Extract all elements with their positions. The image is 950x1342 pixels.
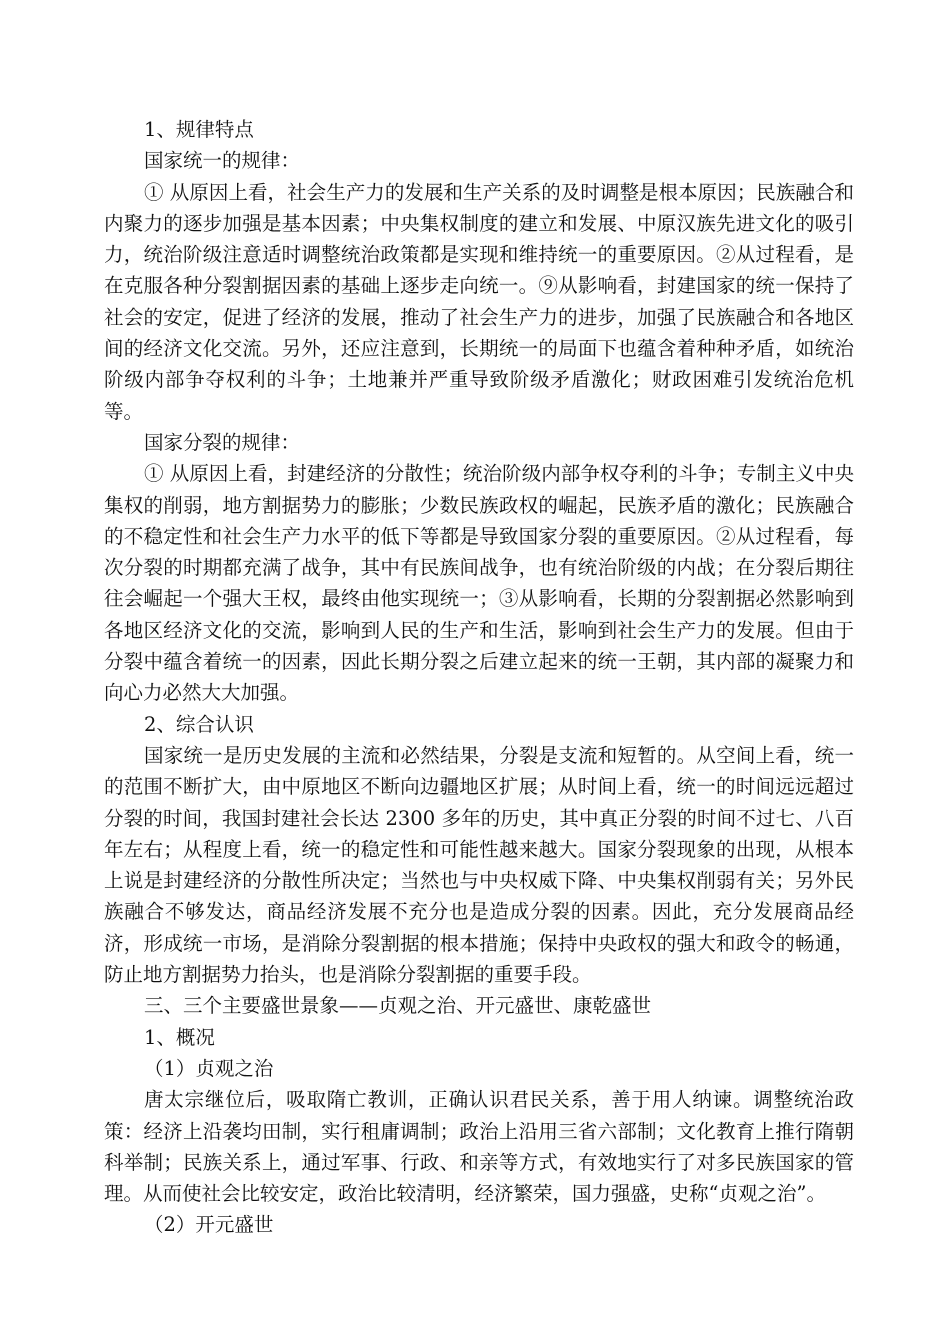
subheading-kaiyuan: （2）开元盛世 [144, 1213, 274, 1237]
subheading-zhenguan: （1）贞观之治 [144, 1056, 274, 1080]
paragraph-zhenguan: 唐太宗继位后，吸取隋亡教训，正确认识君民关系，善于用人纳谏。调整统治政策：经济上沿袭均田制，实行租庸调制；政治上沿用三省六部制；文化教育上推行隋朝科举制；民族关系上，通过军事、行政、和亲等方式，有效地实行了对多民族国家的管理。从而使社会比较安定，政治比较清明，经济繁荣，国力强盛，史称“贞观之治”。 [104, 1088, 854, 1206]
document-body [104, 114, 854, 1241]
paragraph-unification-pattern: ① 从原因上看，社会生产力的发展和生产关系的及时调整是根本原因；民族融合和内聚力的逐步加强是基本因素；中央集权制度的建立和发展、中原汉族先进文化的吸引力，统治阶级注意适时调整统治政策都是实现和维持统一的重要原因。②从过程看，是在克服各种分裂割据因素的基础上逐步走向统一。⑨从影响看，封建国家的统一保持了社会的安定，促进了经济的发展，推动了社会生产力的进步，加强了民族融合和各地区间的经济文化交流。另外，还应注意到，长期统一的局面下也蕴含着种种矛盾，如统治阶级内部争夺权利的斗争；土地兼并严重导致阶级矛盾激化；财政困难引发统治危机等。 [104, 180, 854, 423]
heading-overview: 1、概况 [144, 1025, 215, 1049]
heading-pattern-features: 1、规律特点 [144, 118, 254, 141]
paragraph-comprehensive-understanding: 国家统一是历史发展的主流和必然结果，分裂是支流和短暂的。从空间上看，统一的范围不断扩大，由中原地区不断向边疆地区扩展；从时间上看，统一的时间远远超过分裂的时间，我国封建社会长达 2300 多年的历史，其中真正分裂的时间不过七、八百年左右；从程度上看，统一的稳定性和可能性越来越大。国家分裂现象的出现，从根本上说是封建经济的分散性所决定；当然也与中央权威下降、中央集权削弱有关；另外民族融合不够发达，商品经济发展不充分也是造成分裂的因素。因此，充分发展商品经济，形成统一市场，是消除分裂割据的根本措施；保持中央政权的强大和政令的畅通，防止地方割据势力抬头，也是消除分裂割据的重要手段。 [104, 743, 854, 987]
section-heading-three-golden-ages: 三、三个主要盛世景象——贞观之治、开元盛世、康乾盛世 [144, 994, 652, 1018]
subheading-unification-pattern: 国家统一的规律： [144, 149, 301, 173]
paragraph-division-pattern: ① 从原因上看，封建经济的分散性；统治阶级内部争权夺利的斗争；专制主义中央集权的削弱，地方割据势力的膨胀；少数民族政权的崛起，民族矛盾的激化；民族融合的不稳定性和社会生产力水平的低下等都是导致国家分裂的重要原因。②从过程看，每次分裂的时期都充满了战争，其中有民族间战争，也有统治阶级的内战；在分裂后期往往会崛起一个强大王权，最终由他实现统一；③从影响看，长期的分裂割据必然影响到各地区经济文化的交流，影响到人民的生产和生活，影响到社会生产力的发展。但由于分裂中蕴含着统一的因素，因此长期分裂之后建立起来的统一王朝，其内部的凝聚力和向心力必然大大加强。 [104, 462, 854, 705]
heading-comprehensive-understanding: 2、综合认识 [144, 712, 254, 736]
subheading-division-pattern: 国家分裂的规律： [144, 430, 301, 454]
